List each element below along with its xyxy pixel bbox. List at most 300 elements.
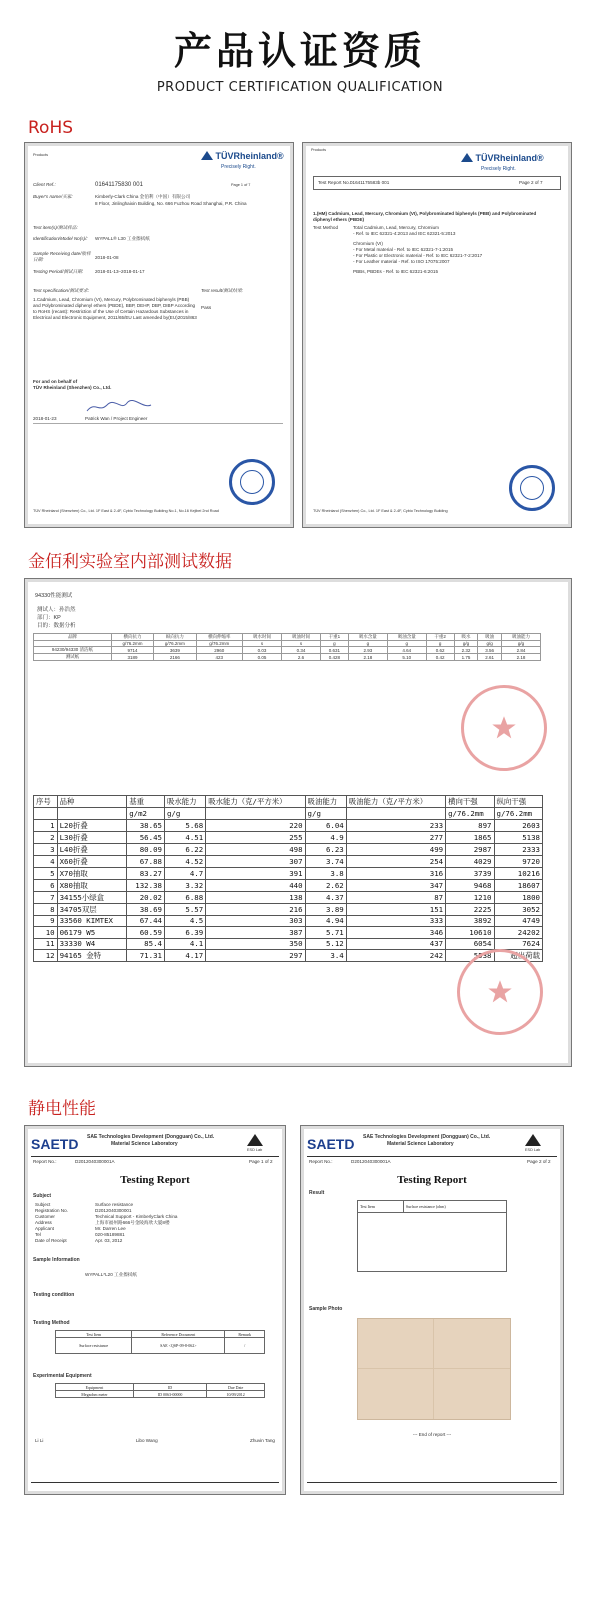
- column-unit: [34, 808, 58, 820]
- table-cell: 6.22: [164, 843, 205, 855]
- table-cell: 5138: [494, 831, 542, 843]
- summary-row: [34, 654, 541, 661]
- divider: [33, 423, 283, 424]
- table-cell: 307: [206, 855, 305, 867]
- table-cell: 499: [346, 843, 445, 855]
- table-row: [34, 950, 543, 962]
- table-cell: 56.45: [127, 831, 165, 843]
- table-cell: 60.59: [127, 927, 165, 939]
- table-cell: 8: [34, 903, 58, 915]
- table-cell: 3.89: [305, 903, 346, 915]
- table-cell: 06179 W5: [57, 927, 127, 939]
- column-header: 吸油能力: [305, 796, 346, 808]
- result-value: Pass: [201, 305, 212, 310]
- on-behalf-label: For and on behalf of: [33, 379, 78, 384]
- report-number-label: Report No.:: [33, 1159, 57, 1164]
- sheet-label: 94330性能测试: [35, 593, 73, 599]
- equipment-header: [56, 1384, 265, 1391]
- table-cell: 350: [206, 938, 305, 950]
- table-row: [34, 938, 543, 950]
- signer-name: Patrick Wan / Project Engineer: [85, 416, 148, 421]
- period-value: 2018-01-13–2018-01-17: [95, 269, 145, 274]
- subject-label: Date of Receipt: [35, 1238, 67, 1243]
- model-label: Identification/Model No(s)/:: [33, 236, 88, 241]
- sample-info-heading: Sample Information: [33, 1257, 80, 1263]
- table-cell: 6: [34, 879, 58, 891]
- column-header: 横向干强: [446, 796, 494, 808]
- tuv-logo: [461, 153, 544, 163]
- subject-value: Apr. 03, 2012: [95, 1238, 123, 1243]
- summary-col-header: 吸水含量: [348, 634, 387, 641]
- table-cell: 38.69: [127, 903, 165, 915]
- table-cell: 3052: [494, 903, 542, 915]
- photo-heading: Sample Photo: [309, 1306, 343, 1312]
- table-cell: 3: [34, 843, 58, 855]
- table-cell: 3892: [446, 915, 494, 927]
- report-title: Testing Report: [120, 1174, 190, 1186]
- table-cell: 34155小绿盒: [57, 891, 127, 903]
- table-row: [34, 927, 543, 939]
- star-icon: [491, 715, 517, 741]
- table-cell: 2225: [446, 903, 494, 915]
- table-cell: 4.5: [164, 915, 205, 927]
- section-title-static: 静电性能: [28, 1099, 96, 1119]
- receiving-value: 2018-01-08: [95, 255, 119, 260]
- table-row: [34, 855, 543, 867]
- subject-value: D2012040300001: [95, 1208, 132, 1213]
- table-cell: 2.62: [305, 879, 346, 891]
- table-cell: 6.88: [164, 891, 205, 903]
- esd-label: ESD Lab: [247, 1148, 263, 1152]
- saetd-logo: SAETD: [307, 1136, 355, 1152]
- table-cell: 10610: [446, 927, 494, 939]
- result-col-head: Test Item: [358, 1201, 404, 1213]
- table-cell: 391: [206, 867, 305, 879]
- column-unit: g/m2: [127, 808, 165, 820]
- period-label: Testing Period/测试日期:: [33, 269, 84, 274]
- table-cell: 5.57: [164, 903, 205, 915]
- summary-cell: 0.03: [243, 647, 282, 654]
- column-header: 序号: [34, 796, 58, 808]
- summary-col-header: 吸油含量: [387, 634, 426, 641]
- page-number: Page 1 of 2: [249, 1159, 273, 1164]
- summary-col-header: 纵向抗力: [154, 634, 196, 641]
- result-rows: [358, 1213, 507, 1272]
- column-header: 品种: [57, 796, 127, 808]
- table-cell: 5.12: [305, 938, 346, 950]
- summary-cell: 2.32: [454, 647, 478, 654]
- column-unit: [346, 808, 445, 820]
- buyer-label: Buyer's name/买家:: [33, 194, 73, 199]
- subject-block: [35, 1202, 275, 1244]
- end-of-report: --- End of report ---: [412, 1432, 452, 1437]
- subject-value: Technical Support - KimberlyClark China: [95, 1214, 178, 1219]
- table-cell: 440: [206, 879, 305, 891]
- table-cell: 151: [346, 903, 445, 915]
- report-number-label: Test Report No.:: [318, 180, 352, 185]
- summary-unit: g: [387, 641, 426, 647]
- method-line: - For Plastic or Electronic material - Ref. to IEC 62321-7-2:2017: [353, 253, 483, 258]
- signer-date: 2018-01-23: [33, 416, 57, 421]
- tuv-brand: TÜVRheinland®: [215, 151, 284, 161]
- tuv-report-page-2: [302, 142, 572, 528]
- equipment-row-cell: ID 0063-00000: [133, 1391, 206, 1398]
- table-cell: 4.17: [164, 950, 205, 962]
- esd-warning-icon: [525, 1134, 541, 1146]
- table-cell: 85.4: [127, 938, 165, 950]
- subject-value: Surface resistance: [95, 1202, 134, 1207]
- summary-cell: 0.428: [320, 654, 348, 661]
- company-stamp: [457, 949, 543, 1035]
- table-cell: 2603: [494, 819, 542, 831]
- table-cell: 18607: [494, 879, 542, 891]
- summary-col-header: 吸水时间: [243, 634, 282, 641]
- sheet-meta-2: 部门：KP: [37, 615, 61, 621]
- method-table: [55, 1330, 265, 1354]
- products-label: Products: [311, 148, 326, 152]
- table-cell: 4749: [494, 915, 542, 927]
- sae-company: SAE Technologies Development (Dongguan) Co., Ltd.: [363, 1134, 491, 1140]
- summary-col-header: 吸油时间: [282, 634, 321, 641]
- summary-table: [33, 633, 541, 661]
- column-header: 吸水能力（克/平方米）: [206, 796, 305, 808]
- products-label: Products: [33, 153, 48, 157]
- method-label: Test Method: [313, 225, 339, 230]
- section-title-rohs: RoHS: [28, 118, 74, 138]
- table-cell: 11: [34, 938, 58, 950]
- table-cell: 4.37: [305, 891, 346, 903]
- report-number: 01641175583b 001: [350, 180, 390, 185]
- signer: Libo Wang: [135, 1438, 158, 1443]
- summary-cell: 0.62: [426, 647, 454, 654]
- result-heading: Result: [309, 1190, 325, 1196]
- equipment-row-cell: 10/09/2012: [207, 1391, 265, 1398]
- tuv-footer: TÜV Rheinland (Shenzhen) Co., Ltd. 1F East & 2-4F, Cybio Technology Building: [313, 509, 448, 513]
- sheet-meta-3: 目的：数据分析: [37, 623, 76, 629]
- table-cell: 7: [34, 891, 58, 903]
- method-line: PBBs, PBDEs - Ref. to IEC 62321-6:2015: [353, 269, 439, 274]
- table-cell: 4.7: [164, 867, 205, 879]
- table-cell: 4.1: [164, 938, 205, 950]
- method-line: Total Cadmium, Lead, Mercury, Chromium: [353, 225, 439, 230]
- table-cell: 254: [346, 855, 445, 867]
- method-row-cell: Surface resistance: [56, 1338, 132, 1354]
- table-cell: 4.51: [164, 831, 205, 843]
- summary-cell: 测试纸: [34, 654, 112, 661]
- table-cell: 24202: [494, 927, 542, 939]
- summary-col-header: 干重1: [320, 634, 348, 641]
- table-row: [34, 843, 543, 855]
- summary-cell: 2.93: [348, 647, 387, 654]
- summary-unit: g/76.2mm: [154, 641, 196, 647]
- summary-cell: 0.42: [426, 654, 454, 661]
- star-icon: [487, 979, 513, 1005]
- divider: [307, 1156, 557, 1157]
- table-cell: 2: [34, 831, 58, 843]
- sample-photo: [357, 1318, 511, 1420]
- summary-cell: 2960: [196, 647, 243, 654]
- test-heading: 1.(HM) Cadmium, Lead, Mercury, Chromium (VI), Polybrominated biphenyls (PBB) and Polybrominated diphenyl ethers (PBDE): [313, 211, 537, 222]
- method-header: [56, 1331, 265, 1338]
- esd-warning-icon: [247, 1134, 263, 1146]
- table-cell: 34705双层: [57, 903, 127, 915]
- method-line: - For Metal material - Ref. to IEC 62321-7-1:2015: [353, 247, 454, 252]
- table-cell: 1210: [446, 891, 494, 903]
- table-cell: L30折叠: [57, 831, 127, 843]
- table-cell: 33330 W4: [57, 938, 127, 950]
- table-cell: 4: [34, 855, 58, 867]
- equipment-row-cell: Megaohm meter: [56, 1391, 134, 1398]
- test-item-label: Test item(s)/测试样品:: [33, 225, 78, 230]
- report-number: D2012040300001A: [351, 1159, 391, 1164]
- table-cell: 2987: [446, 843, 494, 855]
- sae-report-page-2: [300, 1125, 564, 1495]
- result-table: [357, 1200, 507, 1272]
- method-heading: Testing Method: [33, 1320, 70, 1326]
- table-cell: 132.38: [127, 879, 165, 891]
- summary-cell: 423: [196, 654, 243, 661]
- signature: [85, 399, 155, 415]
- buyer-value: Kimberly-Clark China 金佰利（中国）有限公司: [95, 194, 191, 199]
- table-row: [34, 903, 543, 915]
- summary-unit: g/g: [502, 641, 541, 647]
- report-number-box: [313, 176, 561, 190]
- summary-unit: g: [426, 641, 454, 647]
- table-cell: 5.68: [164, 819, 205, 831]
- table-cell: 346: [346, 927, 445, 939]
- tuv-slogan: Precisely Right.: [481, 166, 516, 172]
- summary-cell: 9714: [111, 647, 153, 654]
- method-header-cell: Reference Document: [132, 1331, 225, 1338]
- result-col-head: Surface resistance (ohm): [403, 1201, 506, 1213]
- summary-col-header: 吸油: [478, 634, 502, 641]
- table-cell: 347: [346, 879, 445, 891]
- summary-unit: s: [282, 641, 321, 647]
- table-row: [34, 867, 543, 879]
- summary-cell: 3639: [154, 647, 196, 654]
- tuv-logo: [201, 151, 284, 161]
- subject-heading: Subject: [33, 1193, 52, 1199]
- report-number: D2012040300001A: [75, 1159, 115, 1164]
- table-cell: 4.9: [305, 831, 346, 843]
- buyer-address: 8 Floor, Jinlinghaixin Building, No. 666 Fuzhou Road Shanghai, P.R. China: [95, 201, 247, 206]
- table-cell: 4.94: [305, 915, 346, 927]
- method-header-cell: Test Item: [56, 1331, 132, 1338]
- summary-cell: 2.18: [348, 654, 387, 661]
- spec-text: 1.Cadmium, Lead, Chromium (VI), Mercury, Polybrominated biphenyls (PBB) and Polybrominated diphenyl ethers (PBDE), BBP, DEHP, DBP, DIBP According to RoHS (recast): Restriction of the Use of Certain Hazardous Substances in Electrical and Electronic Equipment, 2011/65/EU Last amended by(EU)2015/863: [33, 297, 197, 320]
- table-cell: 1800: [494, 891, 542, 903]
- summary-row: [34, 647, 541, 654]
- equipment-heading: Experimental Equipment: [33, 1373, 92, 1379]
- summary-col-header: 吸水: [454, 634, 478, 641]
- table-cell: 超出荷载: [494, 950, 542, 962]
- divider: [31, 1156, 279, 1157]
- report-title: Testing Report: [397, 1174, 467, 1186]
- divider: [31, 1482, 279, 1483]
- summary-col-header: 干重2: [426, 634, 454, 641]
- summary-col-header: 品牌: [34, 634, 112, 641]
- method-header-cell: Remark: [225, 1331, 265, 1338]
- table-cell: 3739: [446, 867, 494, 879]
- condition-heading: Testing condition: [33, 1292, 75, 1298]
- subject-label: Registration No.: [35, 1208, 68, 1213]
- subject-label: Address: [35, 1220, 52, 1225]
- table-cell: 6.23: [305, 843, 346, 855]
- summary-col-header: 吸油能力: [502, 634, 541, 641]
- page-title: 产品认证资质: [173, 29, 426, 73]
- model-value: WYPALL® L30 工业擦拭纸: [95, 236, 150, 241]
- page-number: Page 2 of 2: [527, 1159, 551, 1164]
- equipment-row: [56, 1391, 265, 1398]
- table-cell: 303: [206, 915, 305, 927]
- table-cell: 1: [34, 819, 58, 831]
- page-subtitle: PRODUCT CERTIFICATION QUALIFICATION: [156, 80, 444, 95]
- method-row-cell: SAE <QSP-09-8-062>: [132, 1338, 225, 1354]
- summary-header-row: [34, 634, 541, 641]
- table-row: [34, 831, 543, 843]
- signer: Zhuvin Tang: [250, 1438, 275, 1443]
- sae-lab: Material Science Laboratory: [387, 1141, 454, 1147]
- tuv-seal-stamp: [509, 465, 555, 511]
- method-lines: [353, 225, 558, 275]
- table-row: [34, 879, 543, 891]
- summary-unit: g/76.2mm: [196, 641, 243, 647]
- summary-cell: 0.05: [243, 654, 282, 661]
- summary-unit: g/76.2mm: [111, 641, 153, 647]
- summary-cell: 3.56: [478, 647, 502, 654]
- lab-test-sheet: [24, 578, 572, 1067]
- table-cell: 3.4: [305, 950, 346, 962]
- column-unit: [57, 808, 127, 820]
- column-unit: g/76.2mm: [446, 808, 494, 820]
- table-cell: 9468: [446, 879, 494, 891]
- tuv-triangle-icon: [461, 153, 473, 162]
- table-cell: 5538: [446, 950, 494, 962]
- table-cell: 6.04: [305, 819, 346, 831]
- summary-col-header: 横向抗力: [111, 634, 153, 641]
- subject-value: 020-85189881: [95, 1232, 125, 1237]
- table-cell: 5.71: [305, 927, 346, 939]
- table-cell: 3.8: [305, 867, 346, 879]
- subject-value: Mr. Darren Lee: [95, 1226, 126, 1231]
- table-cell: 2333: [494, 843, 542, 855]
- summary-unit: g/g: [454, 641, 478, 647]
- signer: Li Li: [35, 1438, 44, 1443]
- table-cell: 897: [446, 819, 494, 831]
- company-name: TÜV Rheinland (Shenzhen) Co., Ltd.: [33, 385, 112, 390]
- summary-cell: 2.84: [502, 647, 541, 654]
- table-cell: 67.44: [127, 915, 165, 927]
- table-cell: 94165 金特: [57, 950, 127, 962]
- subject-label: Applicant: [35, 1226, 54, 1231]
- summary-cell: 0.34: [282, 647, 321, 654]
- sample-name: WYPALL*L20 工业擦拭纸: [85, 1272, 137, 1277]
- company-stamp: [461, 685, 547, 771]
- table-cell: 3.32: [164, 879, 205, 891]
- table-cell: 12: [34, 950, 58, 962]
- summary-cell: 1.75: [454, 654, 478, 661]
- table-row: [34, 819, 543, 831]
- table-cell: 4.52: [164, 855, 205, 867]
- subject-row: [35, 1238, 275, 1244]
- table-cell: 80.09: [127, 843, 165, 855]
- table-cell: 33560 KIMTEX: [57, 915, 127, 927]
- table-cell: 6054: [446, 938, 494, 950]
- equipment-header-cell: Equipment: [56, 1384, 134, 1391]
- subject-value: 上海市福州路666号金陵海欣大厦8楼: [95, 1220, 170, 1225]
- saetd-logo: SAETD: [31, 1136, 79, 1152]
- summary-cell: 0.631: [320, 647, 348, 654]
- table-cell: X70抽取: [57, 867, 127, 879]
- column-header: 纵向干强: [494, 796, 542, 808]
- table-cell: 20.02: [127, 891, 165, 903]
- performance-table: [33, 795, 543, 962]
- table-cell: 10: [34, 927, 58, 939]
- summary-unit: s: [243, 641, 282, 647]
- table-cell: L20折叠: [57, 819, 127, 831]
- sheet-meta-1: 测试人：孙浩然: [37, 607, 76, 613]
- table-cell: 5: [34, 867, 58, 879]
- table-units-row: [34, 808, 543, 820]
- signature-row: [35, 1438, 275, 1444]
- column-unit: [206, 808, 305, 820]
- method-row-cell: /: [225, 1338, 265, 1354]
- table-cell: 233: [346, 819, 445, 831]
- summary-unit: g: [320, 641, 348, 647]
- tuv-brand: TÜVRheinland®: [475, 153, 544, 163]
- table-cell: 9: [34, 915, 58, 927]
- table-cell: 9720: [494, 855, 542, 867]
- table-cell: 333: [346, 915, 445, 927]
- table-row: [34, 891, 543, 903]
- table-cell: X60折叠: [57, 855, 127, 867]
- table-cell: 87: [346, 891, 445, 903]
- table-cell: 242: [346, 950, 445, 962]
- summary-unit: g/g: [478, 641, 502, 647]
- column-unit: g/76.2mm: [494, 808, 542, 820]
- table-cell: 216: [206, 903, 305, 915]
- subject-label: Tel: [35, 1232, 41, 1237]
- table-cell: 7624: [494, 938, 542, 950]
- section-title-lab: 金佰利实验室内部测试数据: [28, 552, 232, 572]
- column-unit: g/g: [305, 808, 346, 820]
- table-cell: 297: [206, 950, 305, 962]
- subject-label: Customer: [35, 1214, 55, 1219]
- column-header: 基重: [127, 796, 165, 808]
- method-row: [56, 1338, 265, 1354]
- summary-cell: 2.18: [502, 654, 541, 661]
- sae-lab: Material Science Laboratory: [111, 1141, 178, 1147]
- summary-unit: g: [348, 641, 387, 647]
- sae-company: SAE Technologies Development (Dongguan) Co., Ltd.: [87, 1134, 215, 1140]
- table-cell: 138: [206, 891, 305, 903]
- method-line: Chromium (VI): [353, 241, 383, 246]
- table-cell: 71.31: [127, 950, 165, 962]
- column-unit: g/g: [164, 808, 205, 820]
- result-label: Test result/测试结果:: [201, 288, 243, 293]
- client-ref-value: 01641175830 001: [95, 182, 143, 188]
- spec-label: Test specification/测试要求:: [33, 288, 89, 293]
- summary-cell: 4.64: [387, 647, 426, 654]
- table-cell: X80抽取: [57, 879, 127, 891]
- page-number: Page 1 of 7: [231, 183, 251, 187]
- table-cell: 4029: [446, 855, 494, 867]
- receiving-label: Sample Receiving date/收样日期:: [33, 251, 91, 262]
- summary-cell: 2166: [154, 654, 196, 661]
- summary-cell: 2.6: [282, 654, 321, 661]
- table-cell: 387: [206, 927, 305, 939]
- sae-report-page-1: [24, 1125, 286, 1495]
